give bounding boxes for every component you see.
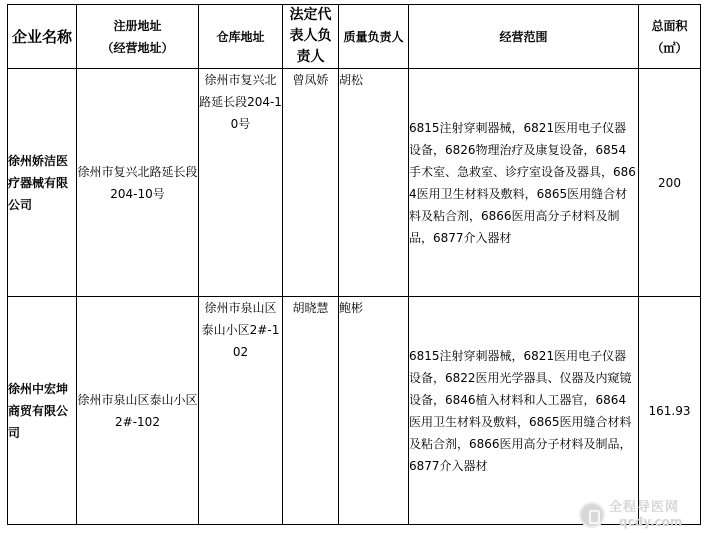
warehouse-address: 徐州市复兴北路延长段204-10号: [199, 69, 283, 297]
header-total-area: [639, 5, 701, 69]
company-name: 徐州娇洁医疗器械有限公司: [8, 69, 77, 297]
quality-manager: 胡松: [339, 69, 409, 297]
header-business-scope: 经营范围: [409, 5, 639, 69]
table-row: [8, 69, 701, 297]
quality-manager: 鲍彬: [339, 297, 409, 525]
legal-representative: 胡晓慧: [283, 297, 339, 525]
watermark-site-url: qcdy.com: [619, 515, 683, 529]
company-name: 徐州中宏坤商贸有限公司: [8, 297, 77, 525]
header-warehouse-address: 仓库地址: [199, 5, 283, 69]
total-area: 161.93: [639, 297, 701, 525]
site-watermark: [579, 500, 701, 530]
header-registered-address: [77, 5, 199, 69]
registered-address: 徐州市泉山区泰山小区2#-102: [77, 297, 199, 525]
header-registered-address-line2: （经营地址）: [101, 40, 174, 55]
table-row: [8, 297, 701, 525]
business-scope: 6815注射穿刺器械，6821医用电子仪器设备，6822医用光学器具、仪器及内窥镜设备，6846植入材料和人工器官，6864医用卫生材料及敷料，6865医用缝合材料及粘合剂，6866医用高分子材料及制品，6877介入器材: [409, 297, 639, 525]
business-scope: 6815注射穿刺器械，6821医用电子仪器设备，6826物理治疗及康复设备，6854手术室、急救室、诊疗室设备及器具，6864医用卫生材料及敷料，6865医用缝合材料及粘合剂，6866医用高分子材料及制品，6877介入器材: [409, 69, 639, 297]
warehouse-address: 徐州市泉山区泰山小区2#-102: [199, 297, 283, 525]
registered-address: 徐州市复兴北路延长段204-10号: [77, 69, 199, 297]
header-company: 企业名称: [8, 5, 77, 69]
header-total-area-line1: 总面积: [651, 18, 688, 33]
header-row: [8, 5, 701, 69]
header-quality-manager: 质量负责人: [339, 5, 409, 69]
header-legal-representative: 法定代表人负责人: [283, 5, 339, 69]
enterprise-table: [7, 4, 701, 525]
total-area: 200: [639, 69, 701, 297]
watermark-site-name: 全程导医网: [609, 500, 680, 515]
watermark-logo-icon: [579, 502, 605, 528]
legal-representative: 曾凤娇: [283, 69, 339, 297]
header-total-area-unit: （㎡）: [651, 40, 688, 55]
header-registered-address-line1: 注册地址: [113, 18, 162, 33]
